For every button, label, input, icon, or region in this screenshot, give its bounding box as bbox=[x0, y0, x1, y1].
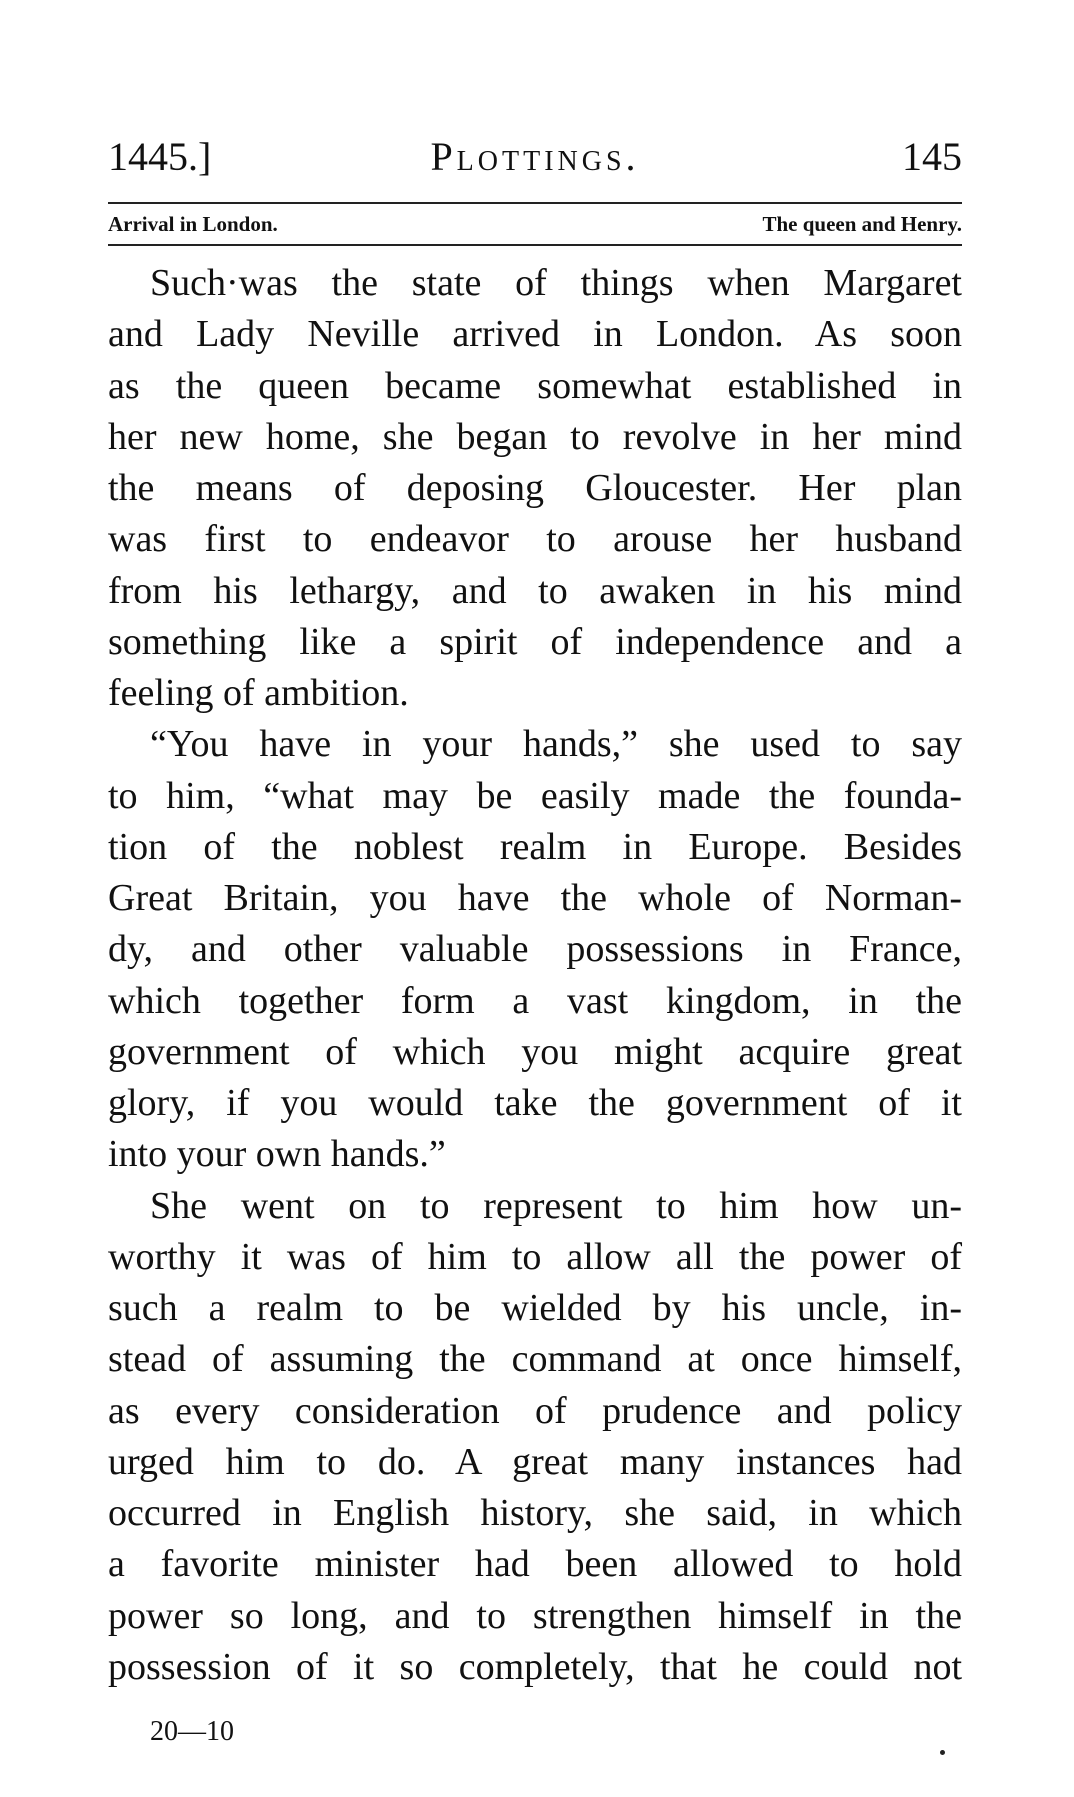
text-line: She went on to represent to him how un- bbox=[150, 1184, 962, 1227]
text-line: the means of deposing Gloucester. Her plan bbox=[108, 467, 962, 509]
text-line: something like a spirit of independence and a bbox=[108, 620, 962, 663]
side-headings bbox=[108, 207, 962, 241]
text-line: dy, and other valuable possessions in France, bbox=[108, 928, 962, 971]
text-line: urged him to do. A great many instances had bbox=[108, 1440, 962, 1483]
text-line: worthy it was of him to allow all the power of bbox=[108, 1235, 962, 1278]
text-line: as the queen became somewhat established in bbox=[108, 364, 962, 407]
text-line: her new home, she began to revolve in her mind bbox=[108, 415, 962, 458]
side-heading-right: The queen and Henry. bbox=[762, 212, 962, 236]
header-rule-top bbox=[108, 202, 962, 204]
text-line: tion of the noblest realm in Europe. Besides bbox=[108, 825, 962, 868]
text-line: to him, “what may be easily made the founda- bbox=[108, 774, 962, 817]
text-line: which together form a vast kingdom, in the bbox=[108, 979, 962, 1022]
header-title: Plottings. bbox=[430, 134, 640, 179]
text-line: into your own hands.” bbox=[108, 1133, 446, 1176]
text-line: a favorite minister had been allowed to hold bbox=[108, 1543, 962, 1586]
text-line: government of which you might acquire great bbox=[108, 1030, 962, 1073]
text-line: glory, if you would take the government of it bbox=[108, 1082, 962, 1124]
ink-dot bbox=[940, 1750, 945, 1755]
text-line: Great Britain, you have the whole of Norman- bbox=[108, 877, 962, 919]
text-line: occurred in English history, she said, in which bbox=[108, 1492, 962, 1534]
text-line: stead of assuming the command at once himself, bbox=[108, 1338, 962, 1381]
page-number: 145 bbox=[902, 134, 962, 179]
text-line: Such·was the state of things when Margaret bbox=[150, 262, 962, 304]
header-year: 1445.] bbox=[108, 134, 212, 179]
text-line: feeling of ambition. bbox=[108, 672, 409, 714]
text-line: possession of it so completely, that he could not bbox=[108, 1645, 962, 1688]
text-line: power so long, and to strengthen himself in the bbox=[108, 1594, 962, 1637]
text-line: as every consideration of prudence and policy bbox=[108, 1389, 962, 1432]
text-line: and Lady Neville arrived in London. As soon bbox=[108, 313, 962, 356]
text-line: was first to endeavor to arouse her husband bbox=[108, 518, 962, 561]
text-line: “You have in your hands,” she used to say bbox=[150, 723, 962, 766]
text-line: from his lethargy, and to awaken in his mind bbox=[108, 569, 962, 612]
running-head bbox=[108, 128, 962, 186]
signature-mark: 20—10 bbox=[150, 1716, 234, 1747]
header-rule-bottom bbox=[108, 244, 962, 246]
text-line: such a realm to be wielded by his uncle, in- bbox=[108, 1287, 962, 1329]
side-heading-left: Arrival in London. bbox=[108, 212, 278, 236]
body-text bbox=[108, 258, 962, 1693]
